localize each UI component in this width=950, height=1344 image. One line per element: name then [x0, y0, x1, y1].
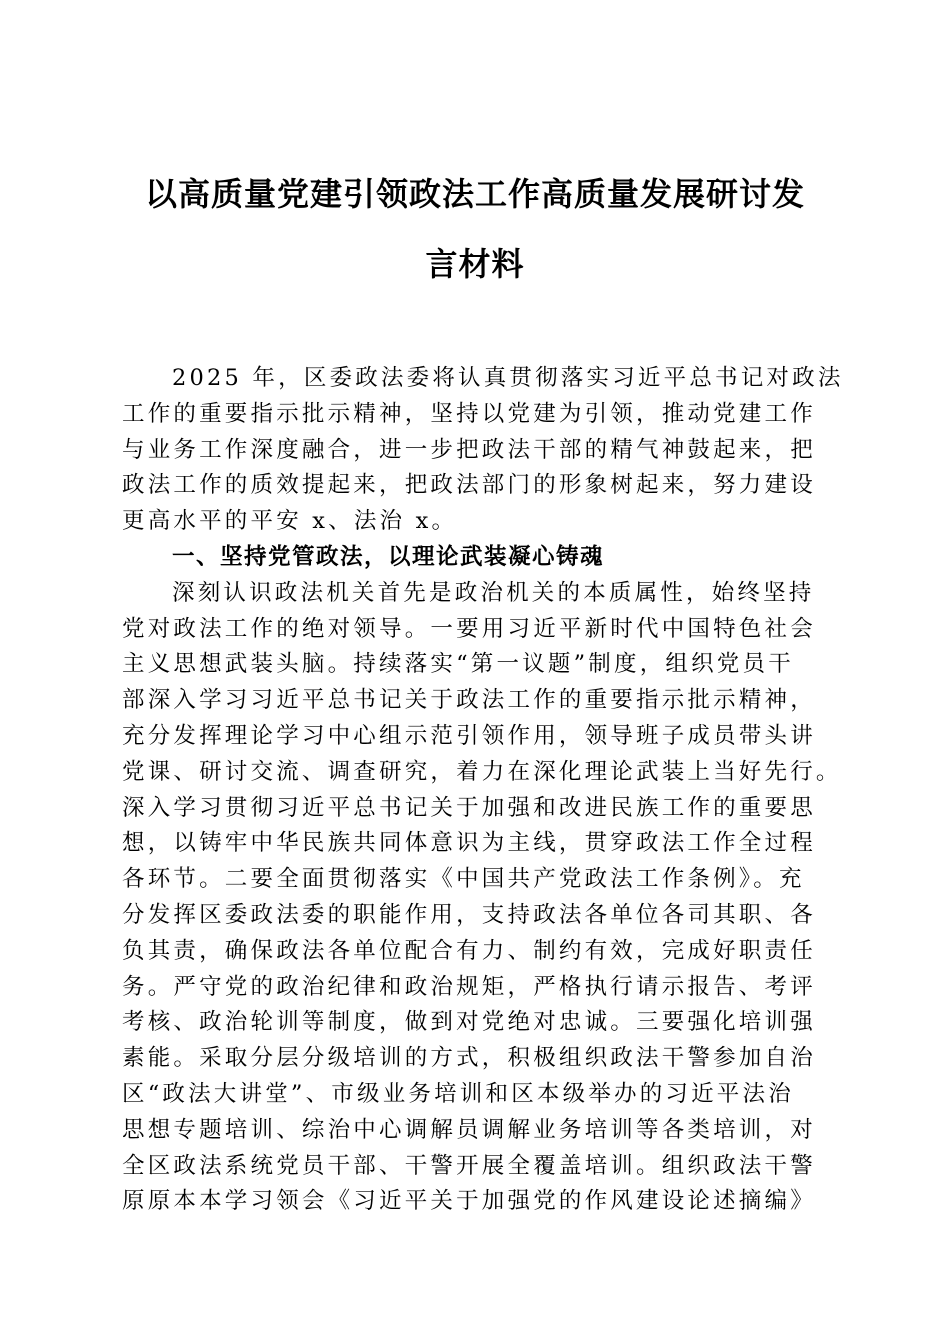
paragraph-line: 考核、政治轮训等制度，做到对党绝对忠诚。三要强化培训强: [122, 1009, 816, 1036]
paragraph-line: 充分发挥理论学习中心组示范引领作用，领导班子成员带头讲: [122, 722, 816, 749]
paragraph-line: 各环节。二要全面贯彻落实《中国共产党政法工作条例》。充: [122, 866, 805, 893]
paragraph-line: 全区政法系统党员干部、干警开展全覆盖培训。组织政法干警: [122, 1152, 816, 1179]
document-title-line-1: 以高质量党建引领政法工作高质量发展研讨发: [144, 175, 805, 213]
paragraph-line: 深刻认识政法机关首先是政治机关的本质属性，始终坚持: [172, 579, 815, 606]
paragraph-line: 主义思想武装头脑。持续落实“第一议题”制度，组织党员干: [122, 651, 794, 678]
paragraph-line: 负其责，确保政法各单位配合有力、制约有效，完成好职责任: [122, 937, 816, 964]
paragraph-line: 部深入学习习近平总书记关于政法工作的重要指示批示精神，: [122, 687, 816, 714]
paragraph-line: 思想专题培训、综治中心调解员调解业务培训等各类培训，对: [122, 1116, 816, 1143]
paragraph-line: 工作的重要指示批示精神，坚持以党建为引领，推动党建工作: [122, 400, 816, 427]
paragraph-line: 党对政法工作的绝对领导。一要用习近平新时代中国特色社会: [122, 615, 816, 642]
paragraph-line: 与业务工作深度融合，进一步把政法干部的精气神鼓起来，把: [122, 436, 816, 463]
paragraph-line: 想，以铸牢中华民族共同体意识为主线，贯穿政法工作全过程: [122, 830, 816, 857]
paragraph-line: 更高水平的平安 x、法治 x。: [122, 508, 458, 535]
paragraph-line: 务。严守党的政治纪律和政治规矩，严格执行请示报告、考评: [122, 973, 816, 1000]
paragraph-line: 深入学习贯彻习近平总书记关于加强和改进民族工作的重要思: [122, 794, 816, 821]
document-title-line-2: 言材料: [425, 245, 525, 283]
paragraph-line: 政法工作的质效提起来，把政法部门的形象树起来，努力建设: [122, 472, 816, 499]
paragraph-line: 原原本本学习领会《习近平关于加强党的作风建设论述摘编》: [122, 1188, 816, 1215]
document-body: [122, 361, 844, 1220]
paragraph-line: 分发挥区委政法委的职能作用，支持政法各单位各司其职、各: [122, 901, 816, 928]
paragraph-line: 党课、研讨交流、调查研究，着力在深化理论武装上当好先行。: [122, 758, 842, 785]
section-heading: 一、坚持党管政法，以理论武装凝心铸魂: [172, 543, 605, 570]
paragraph-line: 2025 年，区委政法委将认真贯彻落实习近平总书记对政法: [172, 365, 844, 391]
paragraph-line: 区“政法大讲堂”、市级业务培训和区本级举办的习近平法治: [122, 1080, 794, 1107]
paragraph-line: 素能。采取分层分级培训的方式，积极组织政法干警参加自治: [122, 1045, 816, 1072]
